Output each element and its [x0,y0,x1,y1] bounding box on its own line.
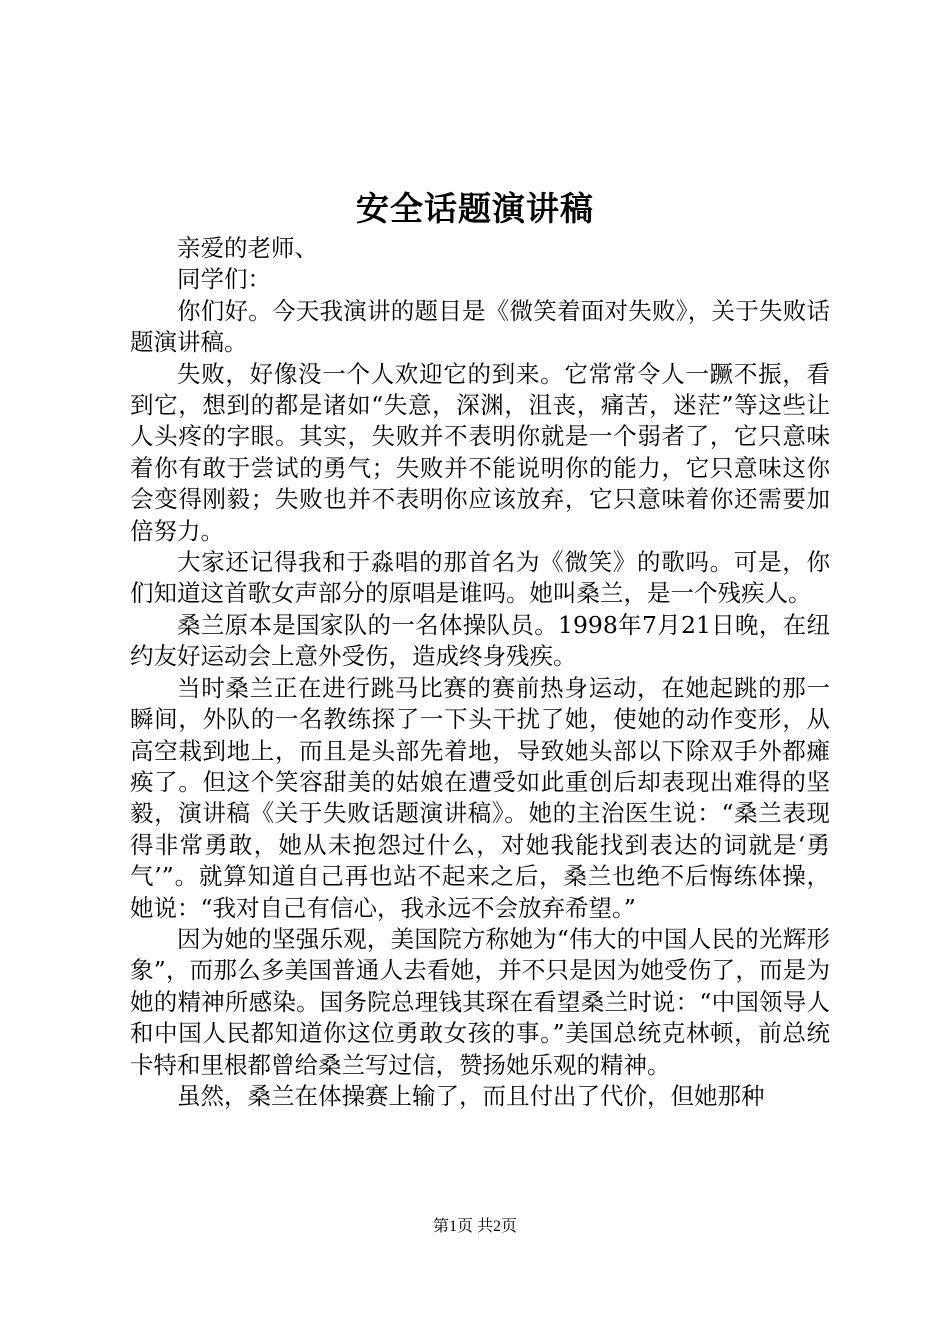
paragraph-accident: 当时桑兰正在进行跳马比赛的赛前热身运动，在她起跳的那一瞬间，外队的一名教练探了一下头干扰了她，使她的动作变形，从高空栽到地上，而且是头部先着地，导致她头部以下除双手外都瘫痪了。但这个笑容甜美的姑娘在遭受如此重创后却表现出难得的坚毅，演讲稿《关于失败话题演讲稿》。她的主治医生说：“桑兰表现得非常勇敢，她从未抱怨过什么，对她我能找到表达的词就是‘勇气’”。就算知道自己再也站不起来之后，桑兰也绝不后悔练体操，她说：“我对自己有信心，我永远不会放弃希望。” [130,673,830,922]
paragraph-song: 大家还记得我和于淼唱的那首名为《微笑》的歌吗。可是，你们知道这首歌女声部分的原唱是谁吗。她叫桑兰，是一个残疾人。 [130,548,830,608]
paragraph-failure: 失败，好像没一个人欢迎它的到来。它常常令人一蹶不振，看到它，想到的都是诸如“失意，深渊，沮丧，痛苦，迷茫”等这些让人头疼的字眼。其实，失败并不表明你就是一个弱者了，它只意味着你有敢于尝试的勇气；失败并不能说明你的能力，它只意味这你会变得刚毅；失败也并不表明你应该放弃，它只意味着你还需要加倍努力。 [130,359,830,545]
document-body [130,233,830,1112]
salutation-line-1: 亲爱的老师、 [177,234,318,262]
paragraph-greeting: 你们好。今天我演讲的题目是《微笑着面对失败》，关于失败话题演讲稿。 [130,296,830,357]
page-number-footer: 第1页 共2页 [432,1218,517,1235]
paragraph-optimism: 因为她的坚强乐观，美国院方称她为“伟大的中国人民的光辉形象”，而那么多美国普通人去看她，并不只是因为她受伤了，而是为她的精神所感染。国务院总理钱其琛在看望桑兰时说：“中国领导人和中国人民都知道你这位勇敢女孩的事。”美国总统克林顿，前总统卡特和里根都曾给桑兰写过信，赞扬她乐观的精神。 [130,924,830,1079]
salutation-line-2: 同学们： [177,265,271,294]
paragraph-sanglan-intro: 桑兰原本是国家队的一名体操队员。1998年7月21日晚，在纽约友好运动会上意外受伤，造成终身残疾。 [130,610,830,671]
paragraph-closing-partial: 虽然，桑兰在体操赛上输了，而且付出了代价，但她那种 [177,1081,765,1110]
document-title: 安全话题演讲稿 [356,189,594,228]
